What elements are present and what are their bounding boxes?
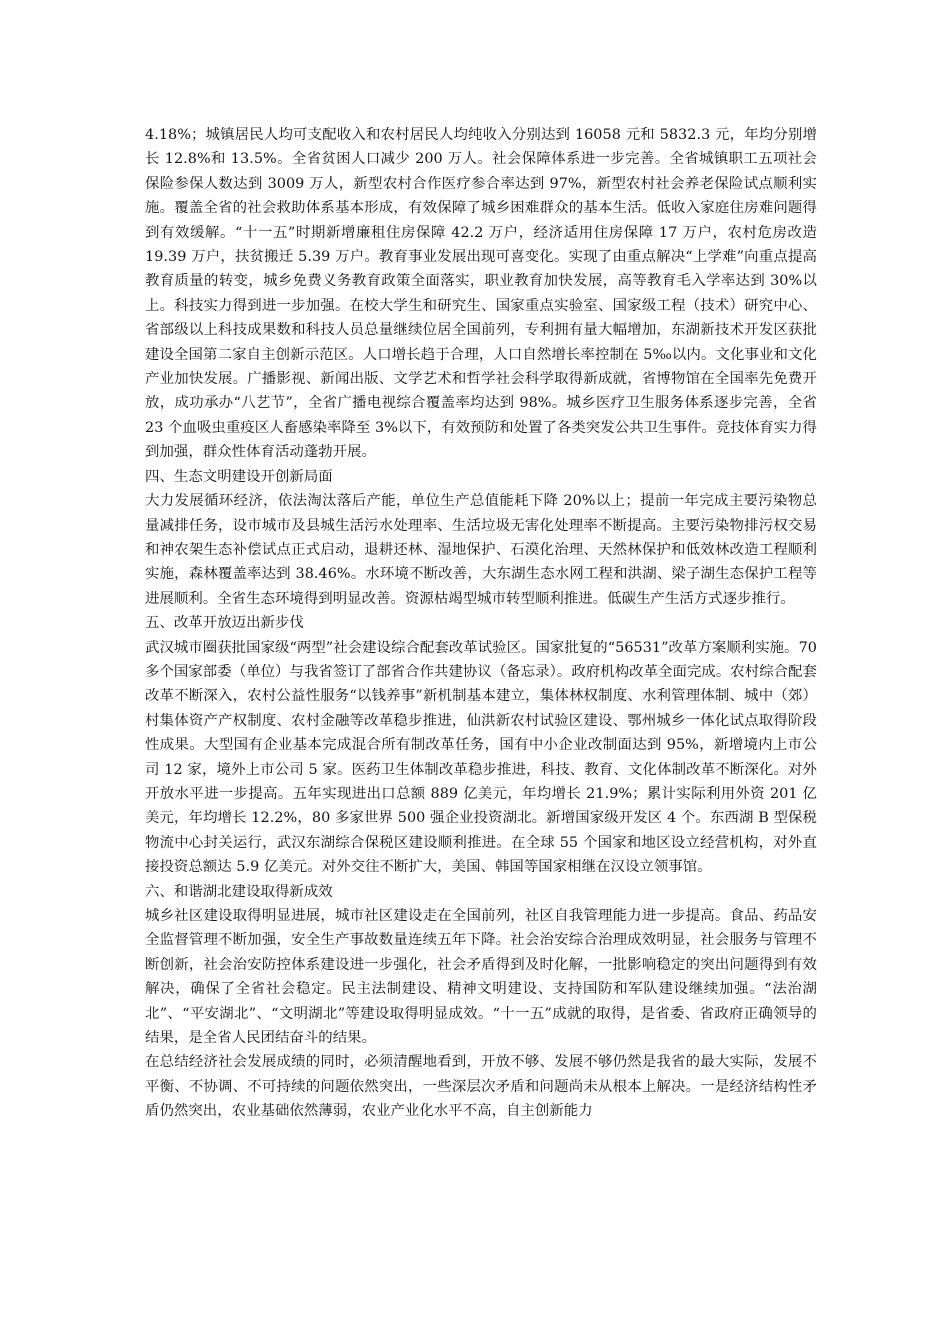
paragraph-social-development: 4.18%；城镇居民人均可支配收入和农村居民人均纯收入分别达到 16058 元和 5832.3 元，年均分别增长 12.8%和 13.5%。全省贫困人口减少 200 万人。社会保障体系进一步完善。全省城镇职工五项社会保险参保人数达到 3009 万人，新型农村合作医疗参合率达到 97%，新型农村社会养老保险试点顺利实施。覆盖全省的社会救助体系基本形成，有效保障了城乡困难群众的基本生活。低收入家庭住房难问题得到有效缓解。“十一五”时期新增廉租住房保障 42.2 万户，经济适用住房保障 17 万户，农村危房改造 19.39 万户，扶贫搬迁 5.39 万户。教育事业发展出现可喜变化。实现了由重点解决“上学难”向重点提高教育质量的转变，城乡免费义务教育政策全面落实，职业教育加快发展，高等教育毛入学率达到 30%以上。科技实力得到进一步加强。在校大学生和研究生、国家重点实验室、国家级工程（技术）研究中心、省部级以上科技成果数和科技人员总量继续位居全国前列，专利拥有量大幅增加，东湖新技术开发区获批建设全国第二家自主创新示范区。人口增长趋于合理，人口自然增长率控制在 5‰以内。文化事业和文化产业加快发展。广播影视、新闻出版、文学艺术和哲学社会科学取得新成就，省博物馆在全国率先免费开放，成功承办“八艺节”，全省广播电视综合覆盖率均达到 98%。城乡医疗卫生服务体系逐步完善，全省 23 个血吸虫重疫区人畜感染率降至 3%以下，有效预防和处置了各类突发公共卫生事件。竞技体育实力得到加强，群众性体育活动蓬勃开展。 [145,127,817,461]
section-heading-harmony: 六、和谐湖北建设取得新成效 [145,883,333,900]
section-heading-reform: 五、改革开放迈出新步伐 [145,615,304,632]
paragraph-ecology: 大力发展循环经济，依法淘汰落后产能，单位生产总值能耗下降 20%以上；提前一年完成主要污染物总量减排任务，设市城市及县城生活污水处理率、生活垃圾无害化处理率不断提高。主要污染物排污权交易和神农架生态补偿试点正式启动，退耕还林、湿地保护、石漠化治理、天然林保护和低效林改造工程顺利实施，森林覆盖率达到 38.46%。水环境不断改善，大东湖生态水网工程和洪湖、梁子湖生态保护工程等进展顺利。全省生态环境得到明显改善。资源枯竭型城市转型顺利推进。低碳生产生活方式逐步推行。 [145,493,817,607]
document-body [145,123,817,1124]
paragraph-challenges: 在总结经济社会发展成绩的同时，必须清醒地看到，开放不够、发展不够仍然是我省的最大实际，发展不平衡、不协调、不可持续的问题依然突出，一些深层次矛盾和问题尚未从根本上解决。一是经济结构性矛盾仍然突出，农业基础依然薄弱，农业产业化水平不高，自主创新能力 [145,1054,817,1120]
paragraph-reform: 武汉城市圈获批国家级“两型”社会建设综合配套改革试验区。国家批复的“56531”改革方案顺利实施。70 多个国家部委（单位）与我省签订了部省合作共建协议（备忘录）。政府机构改革全面完成。农村综合配套改革不断深入，农村公益性服务“以钱养事”新机制基本建立，集体林权制度、水利管理体制、城中（郊）村集体资产产权制度、农村金融等改革稳步推进，仙洪新农村试验区建设、鄂州城乡一体化试点取得阶段性成果。大型国有企业基本完成混合所有制改革任务，国有中小企业改制面达到 95%，新增境内上市公司 12 家，境外上市公司 5 家。医药卫生体制改革稳步推进，科技、教育、文化体制改革不断深化。对外开放水平进一步提高。五年实现进出口总额 889 亿美元，年均增长 21.9%；累计实际利用外资 201 亿美元，年均增长 12.2%，80 多家世界 500 强企业投资湖北。新增国家级开发区 4 个。东西湖 B 型保税物流中心封关运行，武汉东湖综合保税区建设顺利推进。在全球 55 个国家和地区设立经营机构，对外直接投资总额达 5.9 亿美元。对外交往不断扩大，美国、韩国等国家相继在汉设立领事馆。 [145,639,817,876]
section-heading-ecology: 四、生态文明建设开创新局面 [145,468,333,485]
paragraph-harmony: 城乡社区建设取得明显进展，城市社区建设走在全国前列，社区自我管理能力进一步提高。食品、药品安全监督管理不断加强，安全生产事故数量连续五年下降。社会治安综合治理成效明显，社会服务与管理不断创新，社会治安防控体系建设进一步强化，社会矛盾得到及时化解，一批影响稳定的突出问题得到有效解决，确保了全省社会稳定。民主法制建设、精神文明建设、支持国防和军队建设继续加强。“法治湖北”、“平安湖北”、“文明湖北”等建设取得明显成效。“十一五”成就的取得，是省委、省政府正确领导的结果，是全省人民团结奋斗的结果。 [145,908,817,1047]
